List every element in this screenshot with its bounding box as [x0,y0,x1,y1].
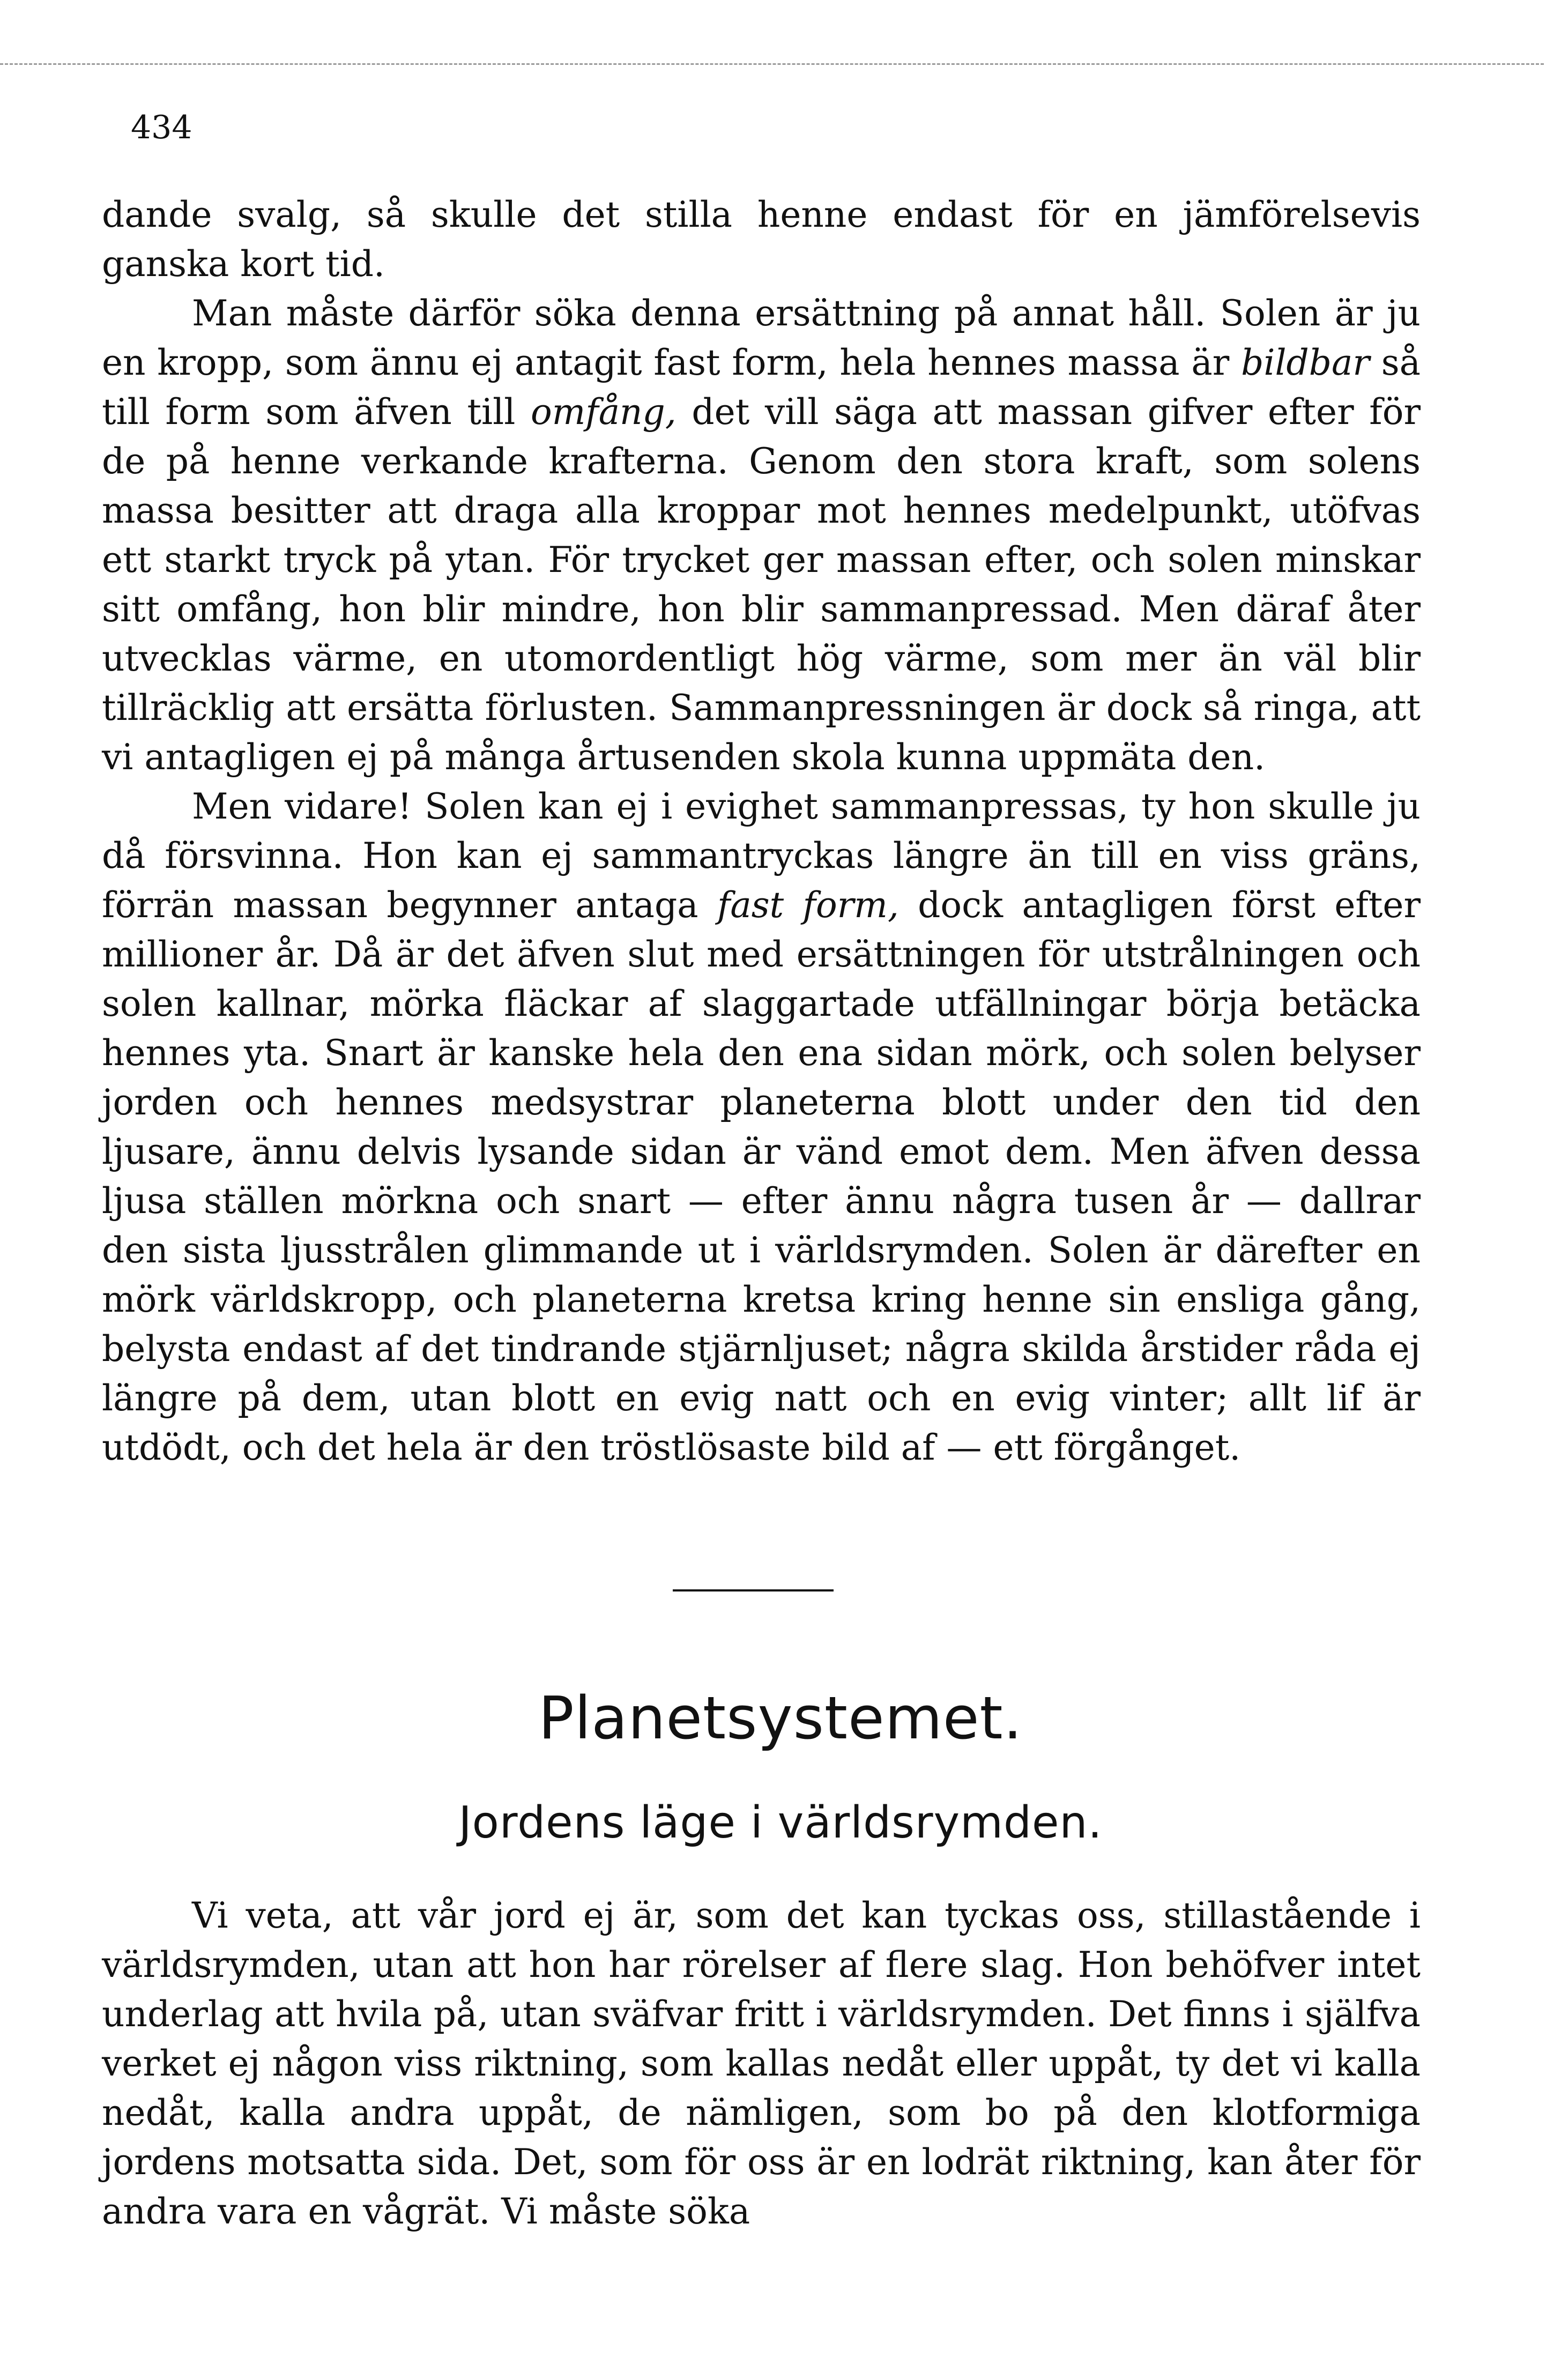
section-one-body [102,190,1421,1472]
text-run: dande svalg, så skulle det stilla henne endast för en jämförelsevis ganska kort tid. [102,194,1421,285]
section-separator-rule [673,1589,834,1591]
text-run: Men vidare! Solen kan ej i evighet sammanpressas, ty hon skulle ju då försvinna. Hon kan ej sammantryckas längre än till en viss gräns, förrän massan begynner antaga [102,786,1421,926]
section-title: Planetsystemet. [538,1684,1023,1752]
text-run: dock antagligen först efter millioner år. Då är det äfven slut med ersättningen för utstrålningen och solen kallnar, mörka fläckar af slaggartade utfällningar börja betäcka hennes yta. Snart är kanske hela den ena sidan mörk, och solen belyser jorden och hennes medsystrar planeterna blott under den tid den ljusare, ännu delvis lysande sidan är vänd emot dem. Men äfven dessa ljusa ställen mörkna och snart — efter ännu några tusen år — dallrar den sista ljusstrålen glimmande ut i världsrymden. Solen är därefter en mörk världskropp, och planeterna kretsa kring henne sin ensliga gång, belysta endast af det tindrande stjärnljuset; några skilda årstider råda ej längre på dem, utan blott en evig natt och en evig vinter; allt lif är utdödt, och det hela är den tröstlösaste bild af — ett förgånget. [102,884,1421,1468]
section-two-body [102,1891,1421,2236]
italic-phrase: omfång, [530,391,677,433]
body-paragraph [102,289,1421,782]
text-run: det vill säga att massan gifver efter för de på henne verkande krafterna. Genom den stora kraft, som solens massa besitter att draga alla kroppar mot hennes medelpunkt, utöfvas ett starkt tryck på ytan. För trycket ger massan efter, och solen minskar sitt omfång, hon blir mindre, hon blir sammanpressad. Men däraf åter utvecklas värme, en utomordentligt hög värme, som mer än väl blir tillräcklig att ersätta förlusten. Sammanpressningen är dock så ringa, att vi antagligen ej på många årtusenden skola kunna uppmäta den. [102,391,1421,778]
body-paragraph [102,1891,1421,2236]
top-edge-rule [0,63,1544,65]
text-run: Vi veta, att vår jord ej är, som det kan tyckas oss, stillastående i världsrymden, utan att hon har rörelser af flere slag. Hon behöfver intet underlag att hvila på, utan sväfvar fritt i världsrymden. Det finns i själfva verket ej någon viss riktning, som kallas nedåt eller uppåt, ty det vi kalla nedåt, kalla andra uppåt, de nämligen, som bo på den klotformiga jordens motsatta sida. Det, som för oss är en lodrät riktning, kan åter för andra vara en vågrät. Vi måste söka [102,1895,1421,2232]
page-number: 434 [131,109,192,146]
body-paragraph [102,782,1421,1472]
italic-phrase: fast form, [717,884,899,926]
body-paragraph [102,190,1421,289]
section-subtitle: Jordens läge i världsrymden. [458,1797,1103,1848]
text-run: så till form som äfven till [102,342,1421,433]
text-run: Man måste därför söka denna ersättning på annat håll. Solen är ju en kropp, som ännu ej antagit fast form, hela hennes massa är [102,293,1421,383]
italic-phrase: bildbar [1241,342,1370,383]
